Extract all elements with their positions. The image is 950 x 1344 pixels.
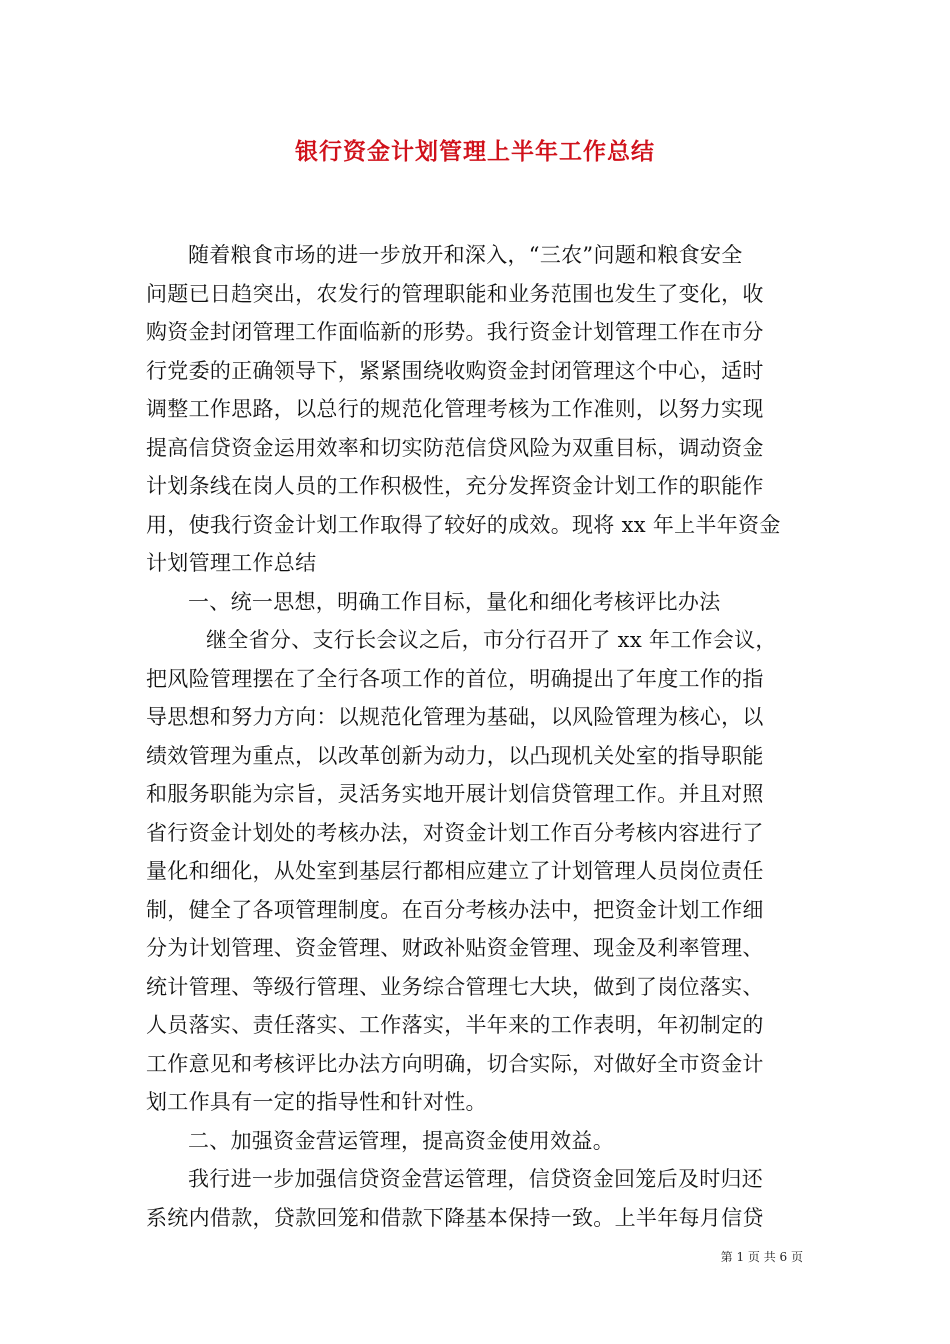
paragraph-line: 把风险管理摆在了全行各项工作的首位，明确提出了年度工作的指 <box>146 666 764 691</box>
paragraph-line: 计划管理工作总结 <box>146 551 317 575</box>
paragraph-line: 导思想和努力方向：以规范化管理为基础，以风险管理为核心，以 <box>146 705 764 729</box>
paragraph-line: 制，健全了各项管理制度。在百分考核办法中，把资金计划工作细 <box>146 897 764 922</box>
document-title: 银行资金计划管理上半年工作总结 <box>295 138 655 165</box>
paragraph-line: 计划条线在岗人员的工作积极性，充分发挥资金计划工作的职能作 <box>146 474 764 498</box>
paragraph-line: 调整工作思路，以总行的规范化管理考核为工作准则，以努力实现 <box>146 397 764 421</box>
section-heading-1: 一、统一思想，明确工作目标，量化和细化考核评比办法 <box>188 589 721 614</box>
paragraph-line: 我行进一步加强信贷资金营运管理，信贷资金回笼后及时归还 <box>188 1167 764 1191</box>
paragraph-line: 问题已日趋突出，农发行的管理职能和业务范围也发生了变化，收 <box>146 281 764 306</box>
page-number: 第 1 页 共 6 页 <box>720 1250 803 1264</box>
paragraph-line: 提高信贷资金运用效率和切实防范信贷风险为双重目标，调动资金 <box>146 435 764 460</box>
paragraph-line: 和服务职能为宗旨，灵活务实地开展计划信贷管理工作。并且对照 <box>146 782 764 806</box>
document-body <box>146 236 806 1237</box>
paragraph-line: 随着粮食市场的进一步放开和深入，“三农”问题和粮食安全 <box>188 243 743 267</box>
paragraph-line: 分为计划管理、资金管理、财政补贴资金管理、现金及利率管理、 <box>146 936 764 960</box>
paragraph-line: 统计管理、等级行管理、业务综合管理七大块，做到了岗位落实、 <box>146 974 764 999</box>
paragraph-line: 绩效管理为重点，以改革创新为动力，以凸现机关处室的指导职能 <box>146 743 764 768</box>
paragraph-line: 划工作具有一定的指导性和针对性。 <box>146 1090 487 1114</box>
paragraph-line: 省行资金计划处的考核办法，对资金计划工作百分考核内容进行了 <box>146 820 764 845</box>
paragraph-line: 系统内借款，贷款回笼和借款下降基本保持一致。上半年每月信贷 <box>146 1205 764 1230</box>
paragraph-line: 用，使我行资金计划工作取得了较好的成效。现将 xx 年上半年资金 <box>146 512 781 537</box>
paragraph-line: 继全省分、支行长会议之后，市分行召开了 xx 年工作会议， <box>206 628 777 652</box>
paragraph-line: 行党委的正确领导下，紧紧围绕收购资金封闭管理这个中心，适时 <box>146 358 764 383</box>
section-heading-2: 二、加强资金营运管理，提高资金使用效益。 <box>188 1128 614 1153</box>
paragraph-line: 工作意见和考核评比办法方向明确，切合实际，对做好全市资金计 <box>146 1051 764 1076</box>
paragraph-line: 量化和细化，从处室到基层行都相应建立了计划管理人员岗位责任 <box>146 859 764 883</box>
paragraph-line: 购资金封闭管理工作面临新的形势。我行资金计划管理工作在市分 <box>146 320 764 344</box>
paragraph-line: 人员落实、责任落实、工作落实，半年来的工作表明，年初制定的 <box>146 1013 764 1037</box>
